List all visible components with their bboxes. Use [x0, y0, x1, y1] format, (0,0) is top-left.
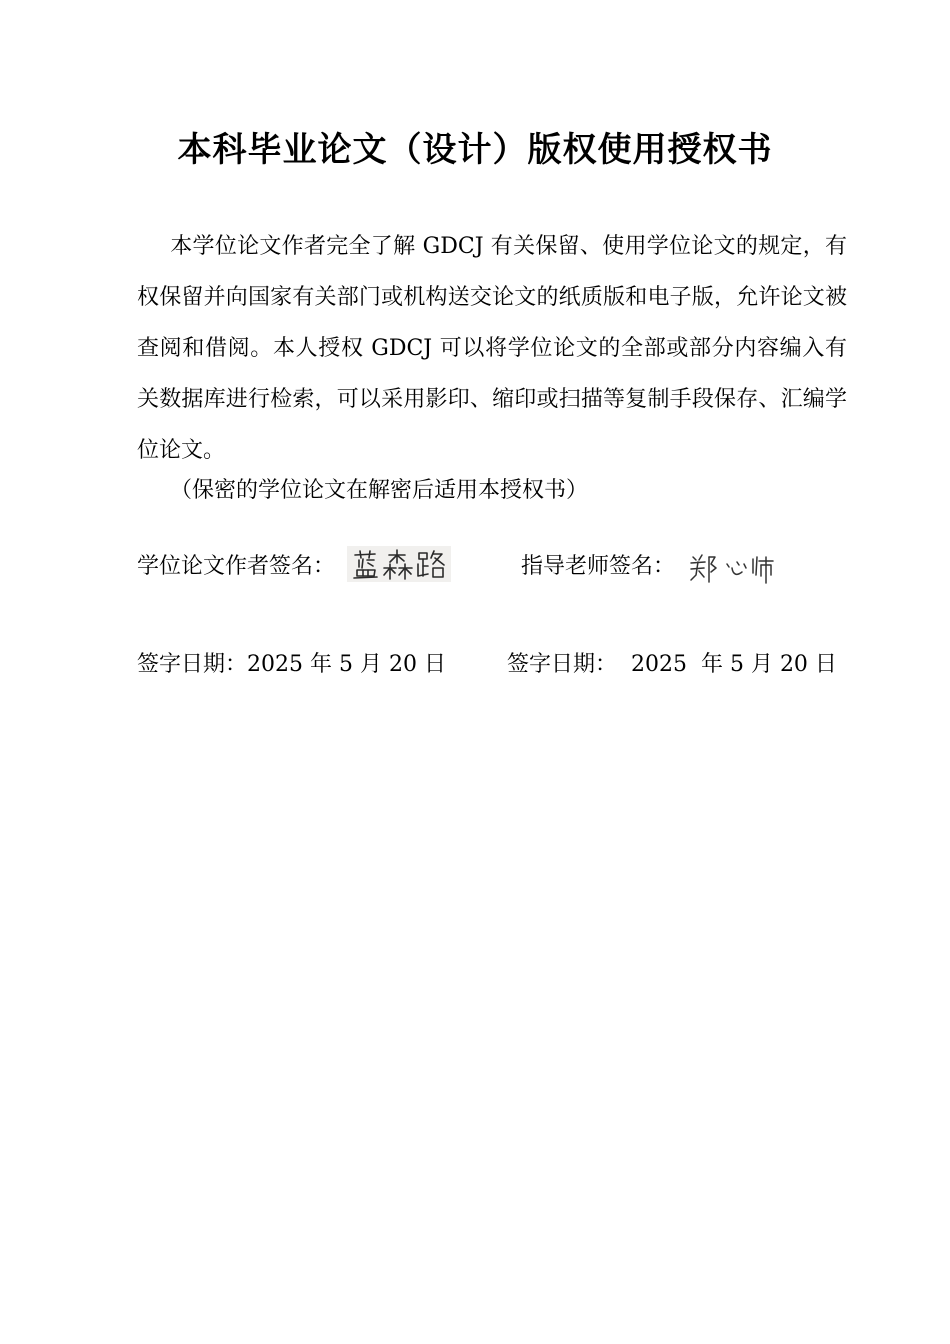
confidentiality-note: （保密的学位论文在解密后适用本授权书）	[170, 478, 589, 503]
author-signature-label: 学位论文作者签名：	[137, 554, 336, 579]
authorization-paragraph-text: 本学位论文作者完全了解 GDCJ 有关保留、使用学位论文的规定，有权保留并向国家有关部门或机构送交论文的纸质版和电子版，允许论文被查阅和借阅。本人授权 GDCJ 可以将学位论文的全部或部分内容编入有关数据库进行检索，可以采用影印、缩印或扫描等复制手段保存、汇编学位论文。	[137, 234, 847, 463]
author-sign-date: 签字日期：2025 年 5 月 20 日	[137, 652, 446, 677]
authorization-paragraph	[137, 221, 847, 476]
advisor-sign-date: 签字日期： 2025 年 5 月 20 日	[507, 652, 837, 677]
signature-row	[137, 545, 837, 589]
page-title: 本科毕业论文（设计）版权使用授权书	[177, 130, 773, 170]
date-row	[137, 643, 837, 687]
advisor-signature-label: 指导老师签名：	[521, 554, 676, 579]
advisor-signature-image	[687, 549, 777, 585]
author-signature-image	[347, 546, 451, 582]
